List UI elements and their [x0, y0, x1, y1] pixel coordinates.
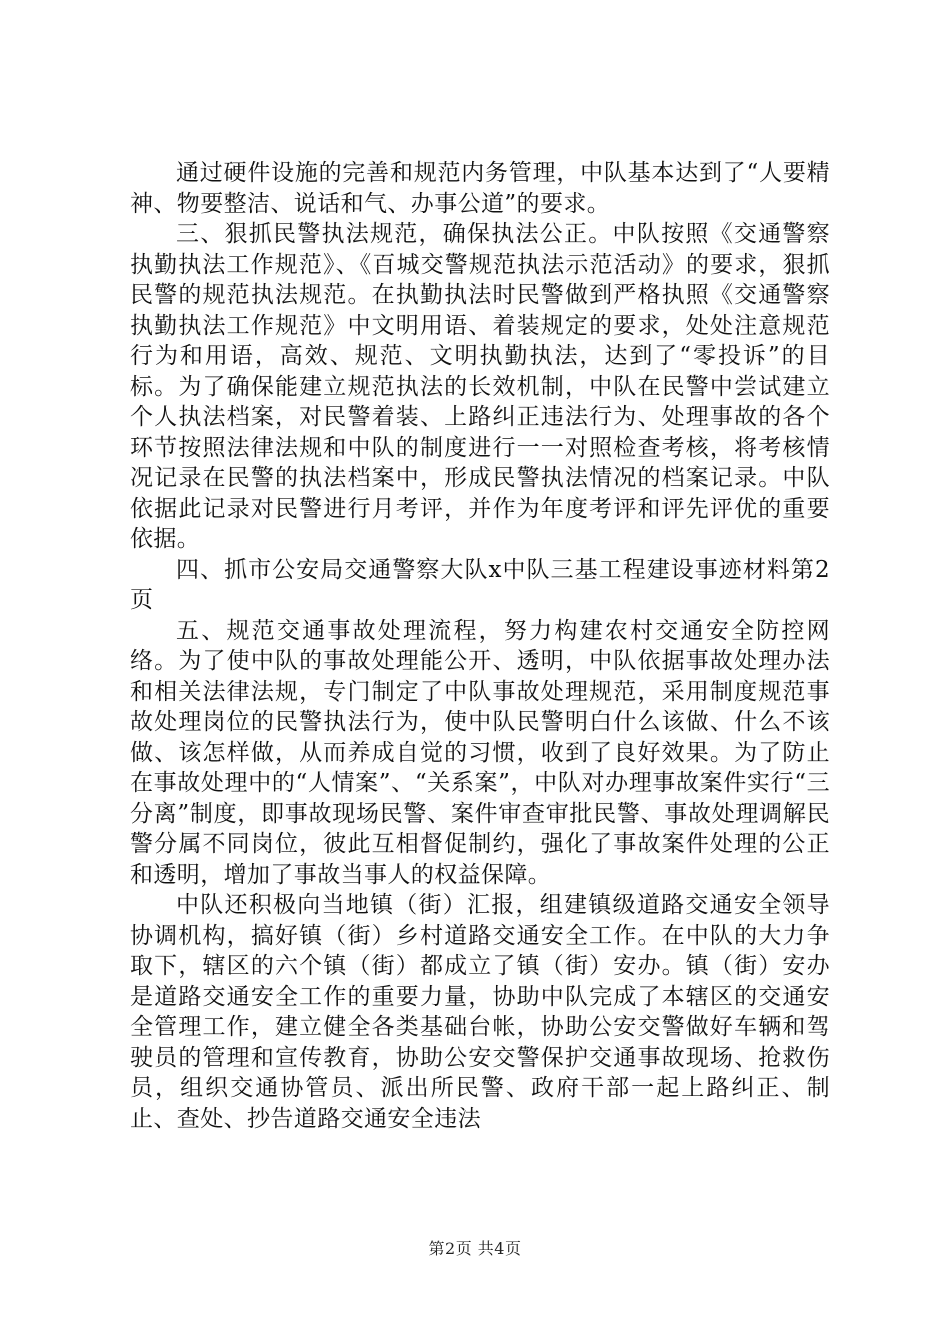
page-footer-indicator: 第2页 共4页 — [428, 1239, 522, 1258]
paragraph-facilities-summary: 通过硬件设施的完善和规范内务管理，中队基本达到了“人要精神、物要整洁、说话和气、办事公道”的要求。 — [130, 160, 830, 217]
paragraph-section-four-heading: 四、抓市公安局交通警察大队x中队三基工程建设事迹材料第2页 — [130, 556, 830, 613]
paragraph-section-three-enforcement: 三、狠抓民警执法规范，确保执法公正。中队按照《交通警察执勤执法工作规范》、《百城交警规范执法示范活动》的要求，狠抓民警的规范执法规范。在执勤执法时民警做到严格执照《交通警察执勤执法工作规范》中文明用语、着装规定的要求，处处注意规范行为和用语，高效、规范、文明执勤执法，达到了“零投诉”的目标。为了确保能建立规范执法的长效机制，中队在民警中尝试建立个人执法档案，对民警着装、上路纠正违法行为、处理事故的各个环节按照法律法规和中队的制度进行一一对照检查考核，将考核情况记录在民警的执法档案中，形成民警执法情况的档案记录。中队依据此记录对民警进行月考评，并作为年度考评和评先评优的重要依据。 — [130, 221, 830, 552]
document-body — [130, 158, 830, 1134]
paragraph-town-safety-office: 中队还积极向当地镇（街）汇报，组建镇级道路交通安全领导协调机构，搞好镇（街）乡村道路交通安全工作。在中队的大力争取下，辖区的六个镇（街）都成立了镇（街）安办。镇（街）安办是道路交通安全工作的重要力量，协助中队完成了本辖区的交通安全管理工作，建立健全各类基础台帐，协助公安交警做好车辆和驾驶员的管理和宣传教育，协助公安交警保护交通事故现场、抢救伤员，组织交通协管员、派出所民警、政府干部一起上路纠正、制止、查处、抄告道路交通安全违法 — [130, 892, 830, 1132]
paragraph-section-five-accidents: 五、规范交通事故处理流程，努力构建农村交通安全防控网络。为了使中队的事故处理能公开、透明，中队依据事故处理办法和相关法律法规，专门制定了中队事故处理规范，采用制度规范事故处理岗位的民警执法行为，使中队民警明白什么该做、什么不该做、该怎样做，从而养成自觉的习惯，收到了良好效果。为了防止在事故处理中的“人情案”、“关系案”，中队对办理事故案件实行“三分离”制度，即事故现场民警、案件审查审批民警、事故处理调解民警分属不同岗位，彼此互相督促制约，强化了事故案件处理的公正和透明，增加了事故当事人的权益保障。 — [130, 617, 830, 888]
